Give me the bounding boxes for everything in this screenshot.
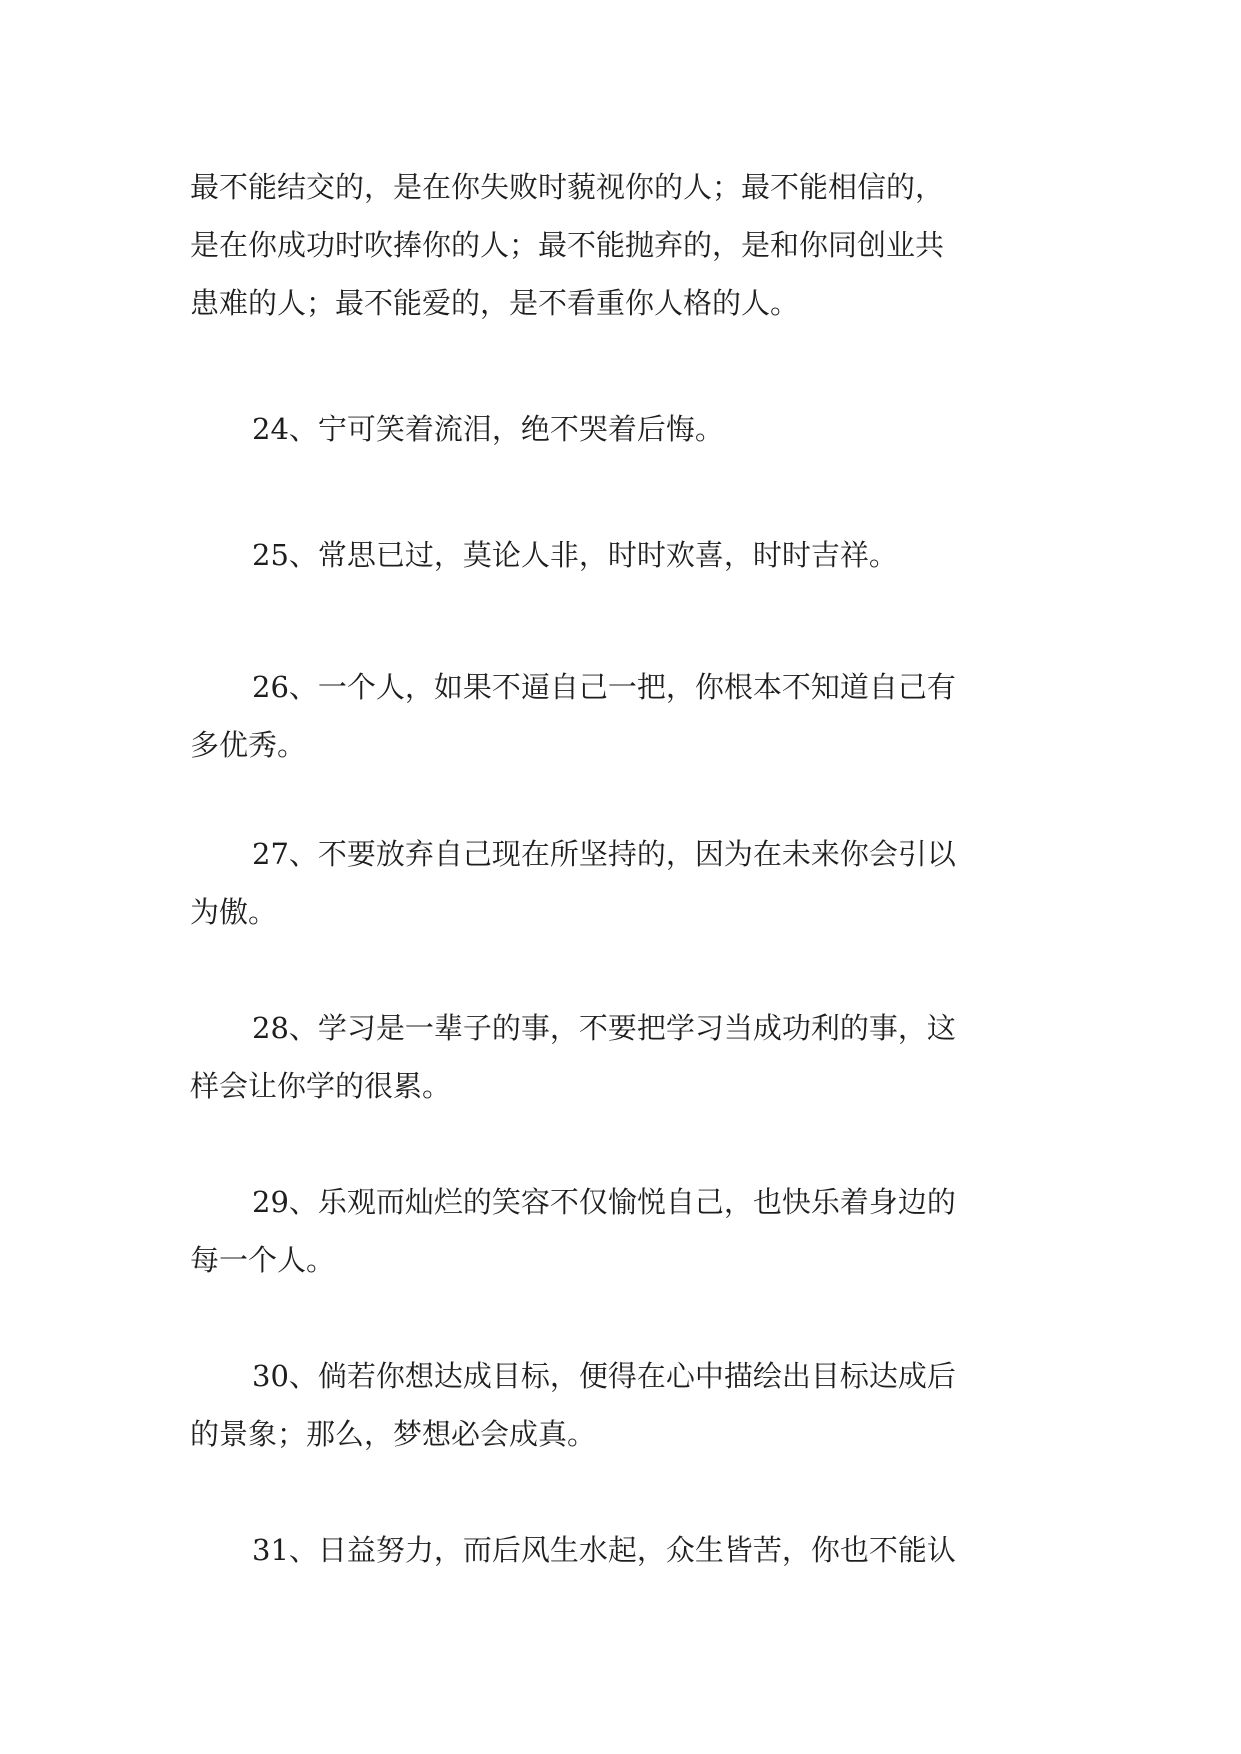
quote-24-line: 24、宁可笑着流泪，绝不哭着后悔。	[252, 412, 724, 446]
paragraph-line: 患难的人；最不能爱的，是不看重你人格的人。	[190, 286, 800, 320]
quote-30-line: 的景象；那么，梦想必会成真。	[190, 1417, 597, 1451]
quote-31-line: 31、日益努力，而后风生水起，众生皆苦，你也不能认	[252, 1533, 956, 1567]
quote-29-line: 每一个人。	[190, 1243, 336, 1277]
quote-25-line: 25、常思已过，莫论人非，时时欢喜，时时吉祥。	[252, 538, 898, 572]
quote-28-line: 样会让你学的很累。	[190, 1069, 452, 1103]
quote-27-line: 27、不要放弃自己现在所坚持的，因为在未来你会引以	[252, 837, 956, 871]
paragraph-line: 是在你成功时吹捧你的人；最不能抛弃的，是和你同创业共	[190, 228, 945, 262]
quote-30-line: 30、倘若你想达成目标，便得在心中描绘出目标达成后	[252, 1359, 956, 1393]
quote-26-line: 26、一个人，如果不逼自己一把，你根本不知道自己有	[252, 670, 956, 704]
quote-28-line: 28、学习是一辈子的事，不要把学习当成功利的事，这	[252, 1011, 956, 1045]
quote-27-line: 为傲。	[190, 895, 278, 929]
paragraph-line: 最不能结交的，是在你失败时藐视你的人；最不能相信的，	[190, 170, 945, 204]
quote-26-line: 多优秀。	[190, 728, 307, 762]
quote-29-line: 29、乐观而灿烂的笑容不仅愉悦自己，也快乐着身边的	[252, 1185, 956, 1219]
